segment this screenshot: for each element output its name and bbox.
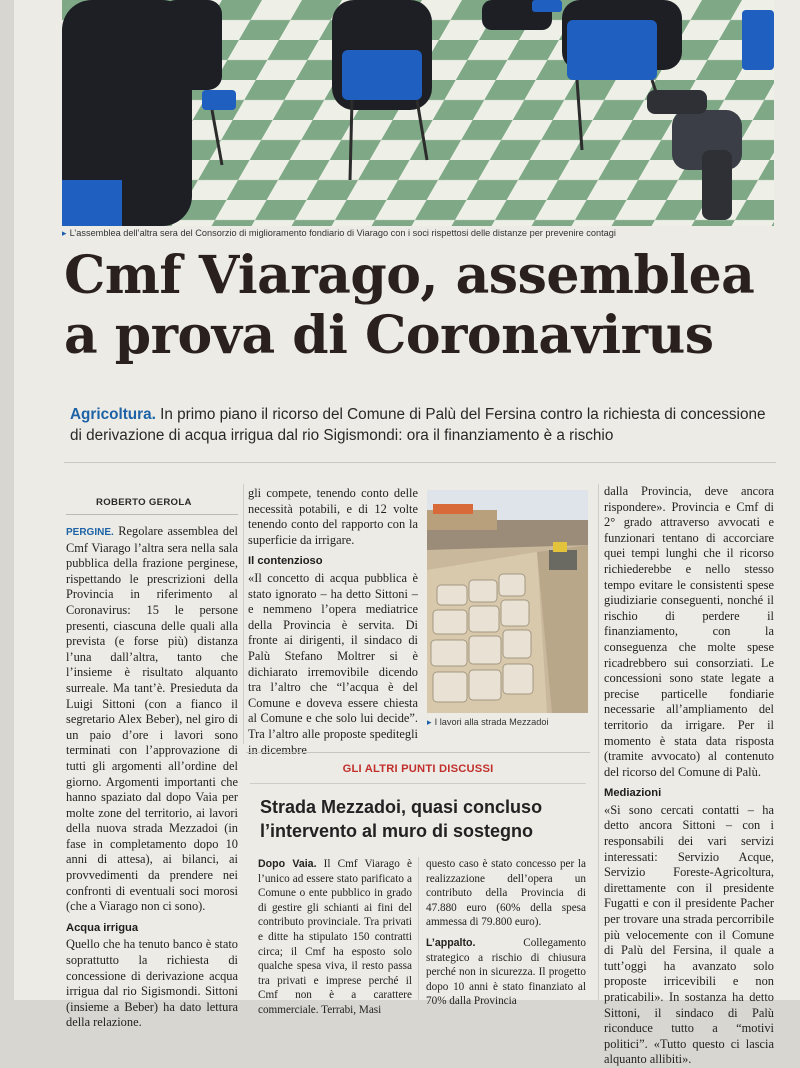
section-heading: Mediazioni [604,787,662,800]
headline-line-2: a prova di Coronavirus [64,305,714,366]
headline [64,246,776,366]
headline-line-1: Cmf Viarago, assemblea [64,245,755,306]
byline-divider [66,514,238,515]
divider [64,462,776,463]
box-title: GLI ALTRI PUNTI DISCUSSI [342,763,494,775]
box-divider [250,783,586,784]
article-column-2 [248,486,418,758]
column-separator [243,484,244,744]
article-column-1 [66,524,238,1031]
box-lead: L’appalto. [426,936,476,949]
article-paragraph: «Il concetto di acqua pubblica è stato ignorato – ha detto Sittoni – e nemmeno l’opera mediatrice della Provincia è servita. Di fronte ai dirigenti, il sindaco di Palù Stefano Moltrer si è dichiarato irremovibile dicendo tra l’altro che “l’acqua è del Comune e doveva essere chiesta al Comune e che solo lui decide”. Tra l’altro alle proposte speditegli in dicembre [248,570,418,757]
road-works-photo [427,490,588,713]
article-paragraph: PERGINE. Regolare assemblea del Cmf Viarago l’altra sera nella sala pubblica della frazione perginese, rispettando le prescrizioni della Provincia in riferimento al Coronavirus: 15 le persone presenti, ciascuna delle quali alla prevista (e forse più) distanza l’una dall’altra, tanto che l’insieme è risultato alquanto surreale. Ma tant’è. Presieduta da Luigi Sittoni (con a fianco il segretario Alex Beber), nel giro di un paio d’ore i lavori sono terminati con l’approvazione di tutti gli argomenti all’ordine del giorno. Argomenti importanti che hanno spaziato dal dopo Vaia per molte zone del territorio, ai lavori della nuova strada Mezzadoi (in fase in completamento dopo 10 anni di attesa), ai bilanci, ai provvedimenti da prendere nei confronti di eventuali soci morosi (che a Viarago non ci sono). [66,524,238,914]
box-lead: Dopo Vaia. [258,858,317,870]
photo-caption: ▸ L’assemblea dell’altra sera del Consorzio di miglioramento fondiario di Viarago con i soci rispettosi delle distanze per prevenire contagi [62,228,616,238]
side-photo-caption: ▸ I lavori alla strada Mezzadoi [427,717,549,727]
caption-triangle-icon: ▸ [62,228,67,238]
byline: ROBERTO GEROLA [96,497,192,508]
subheading-text: In primo piano il ricorso del Comune di Palù del Fersina contro la richiesta di concessione di derivazione di acqua irrigua dal rio Sigismondi: ora il finanziamento è a rischio [70,406,766,444]
box-headline: Strada Mezzadoi, quasi concluso l’intervento al muro di sostegno [260,797,543,841]
section-heading: Acqua irrigua [66,921,139,934]
other-points-box [246,752,590,1016]
caption-triangle-icon: ▸ [427,717,432,727]
dateline: PERGINE. [66,527,114,538]
assembly-photo [62,0,774,226]
article-paragraph: «Si sono cercati contatti – ha detto ancora Sittoni – con i responsabili dei vari servizi interessati: Servizio Acque, Servizio Foreste-Agricoltura, direttamente con il presidente Fugatti e con il presidente Pacher per trovare una strada percorribile più velocemente con il Comune di Palù del Fersina, il quale a tutt’oggi ha avanzato solo proposte irricevibili e non praticabili». In sostanza ha detto Sittoni, il sindaco di Palù riconduce tutto a “motivi politici”. «Tutto questo ci lascia alquanto allibiti». [604,802,774,1067]
article-paragraph: dalla Provincia, deve ancora rispondere». Provincia e Cmf di 2° grado attraverso avvocati e funzionari tentano di accorciare quei tempi lunghi che il ricorso richiederebbe e nello stesso tempo evitare le consistenti spese giudiziarie conseguenti, nonché il rischio di perdere il finanziamento, con la conseguenza che molte spese ricadrebbero sui consorziati. Le concessioni sono state legate a precise particelle fondiarie necessarie all’ampliamento del territorio da irrigare. Per il momento è stata data risposta (tramite avvocato) al contenuto del ricorso del Comune di Palù. [604,484,774,779]
column-separator [418,857,419,1001]
column-separator [598,484,599,1000]
box-column-1: Dopo Vaia. Il Cmf Viarago è l’unico ad essere stato parificato a Comune o ente pubblico in grado di gestire gli schianti ai fini del contributo provinciale. Tra privati e ditte ha stipulato 150 contratti circa; il Cmf ha esposto solo qualche spesa viva, il resto passa tra privati e imprese perché il Cmf non è a carattere commerciale. Terrabi, Masi [258,858,412,1016]
article-paragraph: Quello che ha tenuto banco è stato soprattutto la richiesta di concessione di derivazione acqua irrigua dal rio Sigismondi. Sittoni (insieme a Beber) ha dato lettura della relazione. [66,937,238,1030]
section-heading: Il contenzioso [248,555,323,568]
subheading-kicker: Agricoltura. [70,406,156,423]
subheading [70,404,776,446]
article-paragraph: gli compete, tenendo conto delle necessità potabili, e di 12 volte tenendo conto del rapporto con la superficie da irrigare. [248,486,418,547]
article-column-4 [604,484,774,1068]
box-column-2: questo caso è stato concesso per la realizzazione dell’opera un contributo della Provincia di 47.880 euro (60% della spesa ammessa di 79.800 euro). L’appalto. Collegamento strategico a rischio di chiusura perché non in sicurezza. Il progetto dopo 10 anni è stato finanziato al 70% dalla Provincia [426,858,586,1008]
